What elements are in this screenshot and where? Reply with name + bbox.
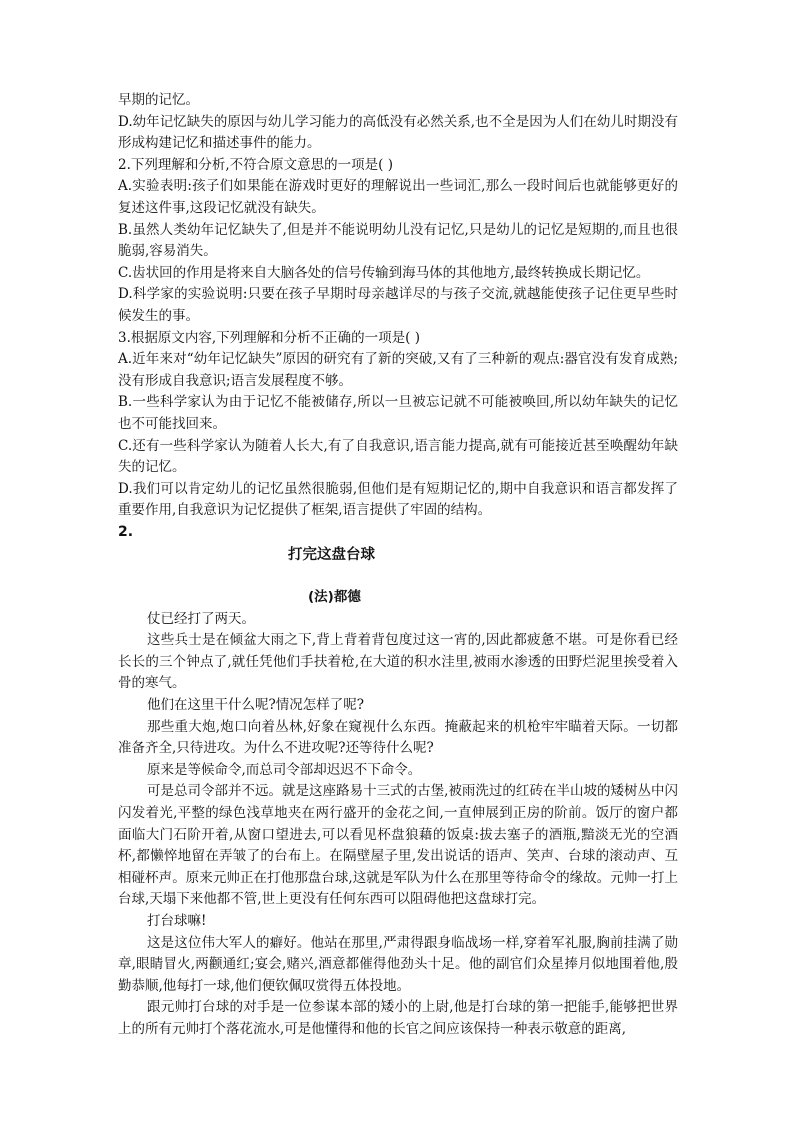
q3-option-b: B.一些科学家认为由于记忆不能被储存,所以一旦被忘记就不可能被唤回,所以幼年缺失的记忆也不可能找回来。	[118, 394, 678, 432]
article-paragraph: 这些兵士是在倾盆大雨之下,背上背着背包度过这一宵的,因此都疲惫不堪。可是你看已经长长的三个钟点了,就任凭他们手扶着枪,在大道的积水洼里,被雨水渗透的田野烂泥里挨受着入骨的寒气。	[118, 632, 678, 692]
q2-option-a: A.实验表明:孩子们如果能在游戏时更好的理解说出一些词汇,那么一段时间后也就能够更好的复述这件事,这段记忆就没有缺失。	[118, 178, 678, 216]
q2-option-c: C.齿状回的作用是将来自大脑各处的信号传输到海马体的其他地方,最终转换成长期记忆。	[118, 264, 650, 281]
article-paragraph: 仗已经打了两天。	[147, 610, 255, 627]
q3-option-a: A.近年来对“幼年记忆缺失”原因的研究有了新的突破,又有了三种新的观点:器官没有发育成熟;没有形成自我意识;语言发展程度不够。	[118, 351, 678, 389]
q1-option-d: D.幼年记忆缺失的原因与幼儿学习能力的高低没有必然关系,也不全是因为人们在幼儿时期没有形成构建记忆和描述事件的能力。	[118, 113, 678, 152]
q3-stem: 3.根据原文内容,下列理解和分析不正确的一项是( )	[118, 329, 420, 346]
q1-tail-line: 早期的记忆。	[118, 92, 199, 108]
article-paragraph: 打台球嘛!	[147, 912, 207, 929]
article-paragraph: 跟元帅打台球的对手是一位参谋本部的矮小的上尉,他是打台球的第一把能手,能够把世界上的所有元帅打个落花流水,可是他懂得和他的长官之间应该保持一种表示敬意的距离,	[118, 999, 678, 1037]
article-paragraph: 那些重大炮,炮口向着丛林,好象在窥视什么东西。掩蔽起来的机枪牢牢瞄着天际。一切都准备齐全,只待进攻。为什么不进攻呢?还等待什么呢?	[118, 718, 678, 757]
article-paragraph: 这是这位伟大军人的癖好。他站在那里,严肃得跟身临战场一样,穿着军礼服,胸前挂满了勋章,眼睛冒火,两颧通红;宴会,赌兴,酒意都催得他劲头十足。他的副官们众星捧月似地围着他,殷勤恭顺,他每打一球,他们便钦佩叹赏得五体投地。	[118, 934, 678, 994]
q2-option-d: D.科学家的实验说明:只要在孩子早期时母亲越详尽的与孩子交流,就越能使孩子记住更早些时候发生的事。	[118, 286, 678, 324]
article-author: (法)都德	[308, 589, 361, 606]
section-number: 2.	[118, 523, 134, 540]
article-title: 打完这盘台球	[288, 547, 375, 564]
article-paragraph: 可是总司令部并不远。就是这座路易十三式的古堡,被雨洗过的红砖在半山坡的矮树丛中闪闪发着光,平整的绿色浅草地夹在两行盛开的金花之间,一直伸展到正房的阶前。饭厅的窗户都面临大门石阶开着,从窗口望进去,可以看见杯盘狼藉的饭桌:拔去塞子的酒瓶,黯淡无光的空酒杯,都懒悴地留在弄皱了的台布上。在隔壁屋子里,发出说话的语声、笑声、台球的滚动声、互相碰杯声。原来元帅正在打他那盘台球,这就是军队为什么在那里等待命令的缘故。元帅一打上台球,天塌下来他都不管,世上更没有任何东西可以阻碍他把这盘球打完。	[118, 783, 678, 908]
q2-option-b: B.虽然人类幼年记忆缺失了,但是并不能说明幼儿没有记忆,只是幼儿的记忆是短期的,而且也很脆弱,容易消失。	[118, 221, 678, 260]
q2-stem: 2.下列理解和分析,不符合原文意思的一项是( )	[118, 156, 393, 173]
q3-option-d: D.我们可以肯定幼儿的记忆虽然很脆弱,但他们是有短期记忆的,期中自我意识和语言都发挥了重要作用,自我意识为记忆提供了框架,语言提供了牢固的结构。	[118, 480, 678, 519]
document-page	[118, 90, 678, 1041]
q3-option-c: C.还有一些科学家认为随着人长大,有了自我意识,语言能力提高,就有可能接近甚至唤醒幼年缺失的记忆。	[118, 437, 678, 476]
article-paragraph: 他们在这里干什么呢?情况怎样了呢?	[147, 697, 364, 714]
article-paragraph: 原来是等候命令,而总司令部却迟迟不下命令。	[147, 761, 422, 778]
